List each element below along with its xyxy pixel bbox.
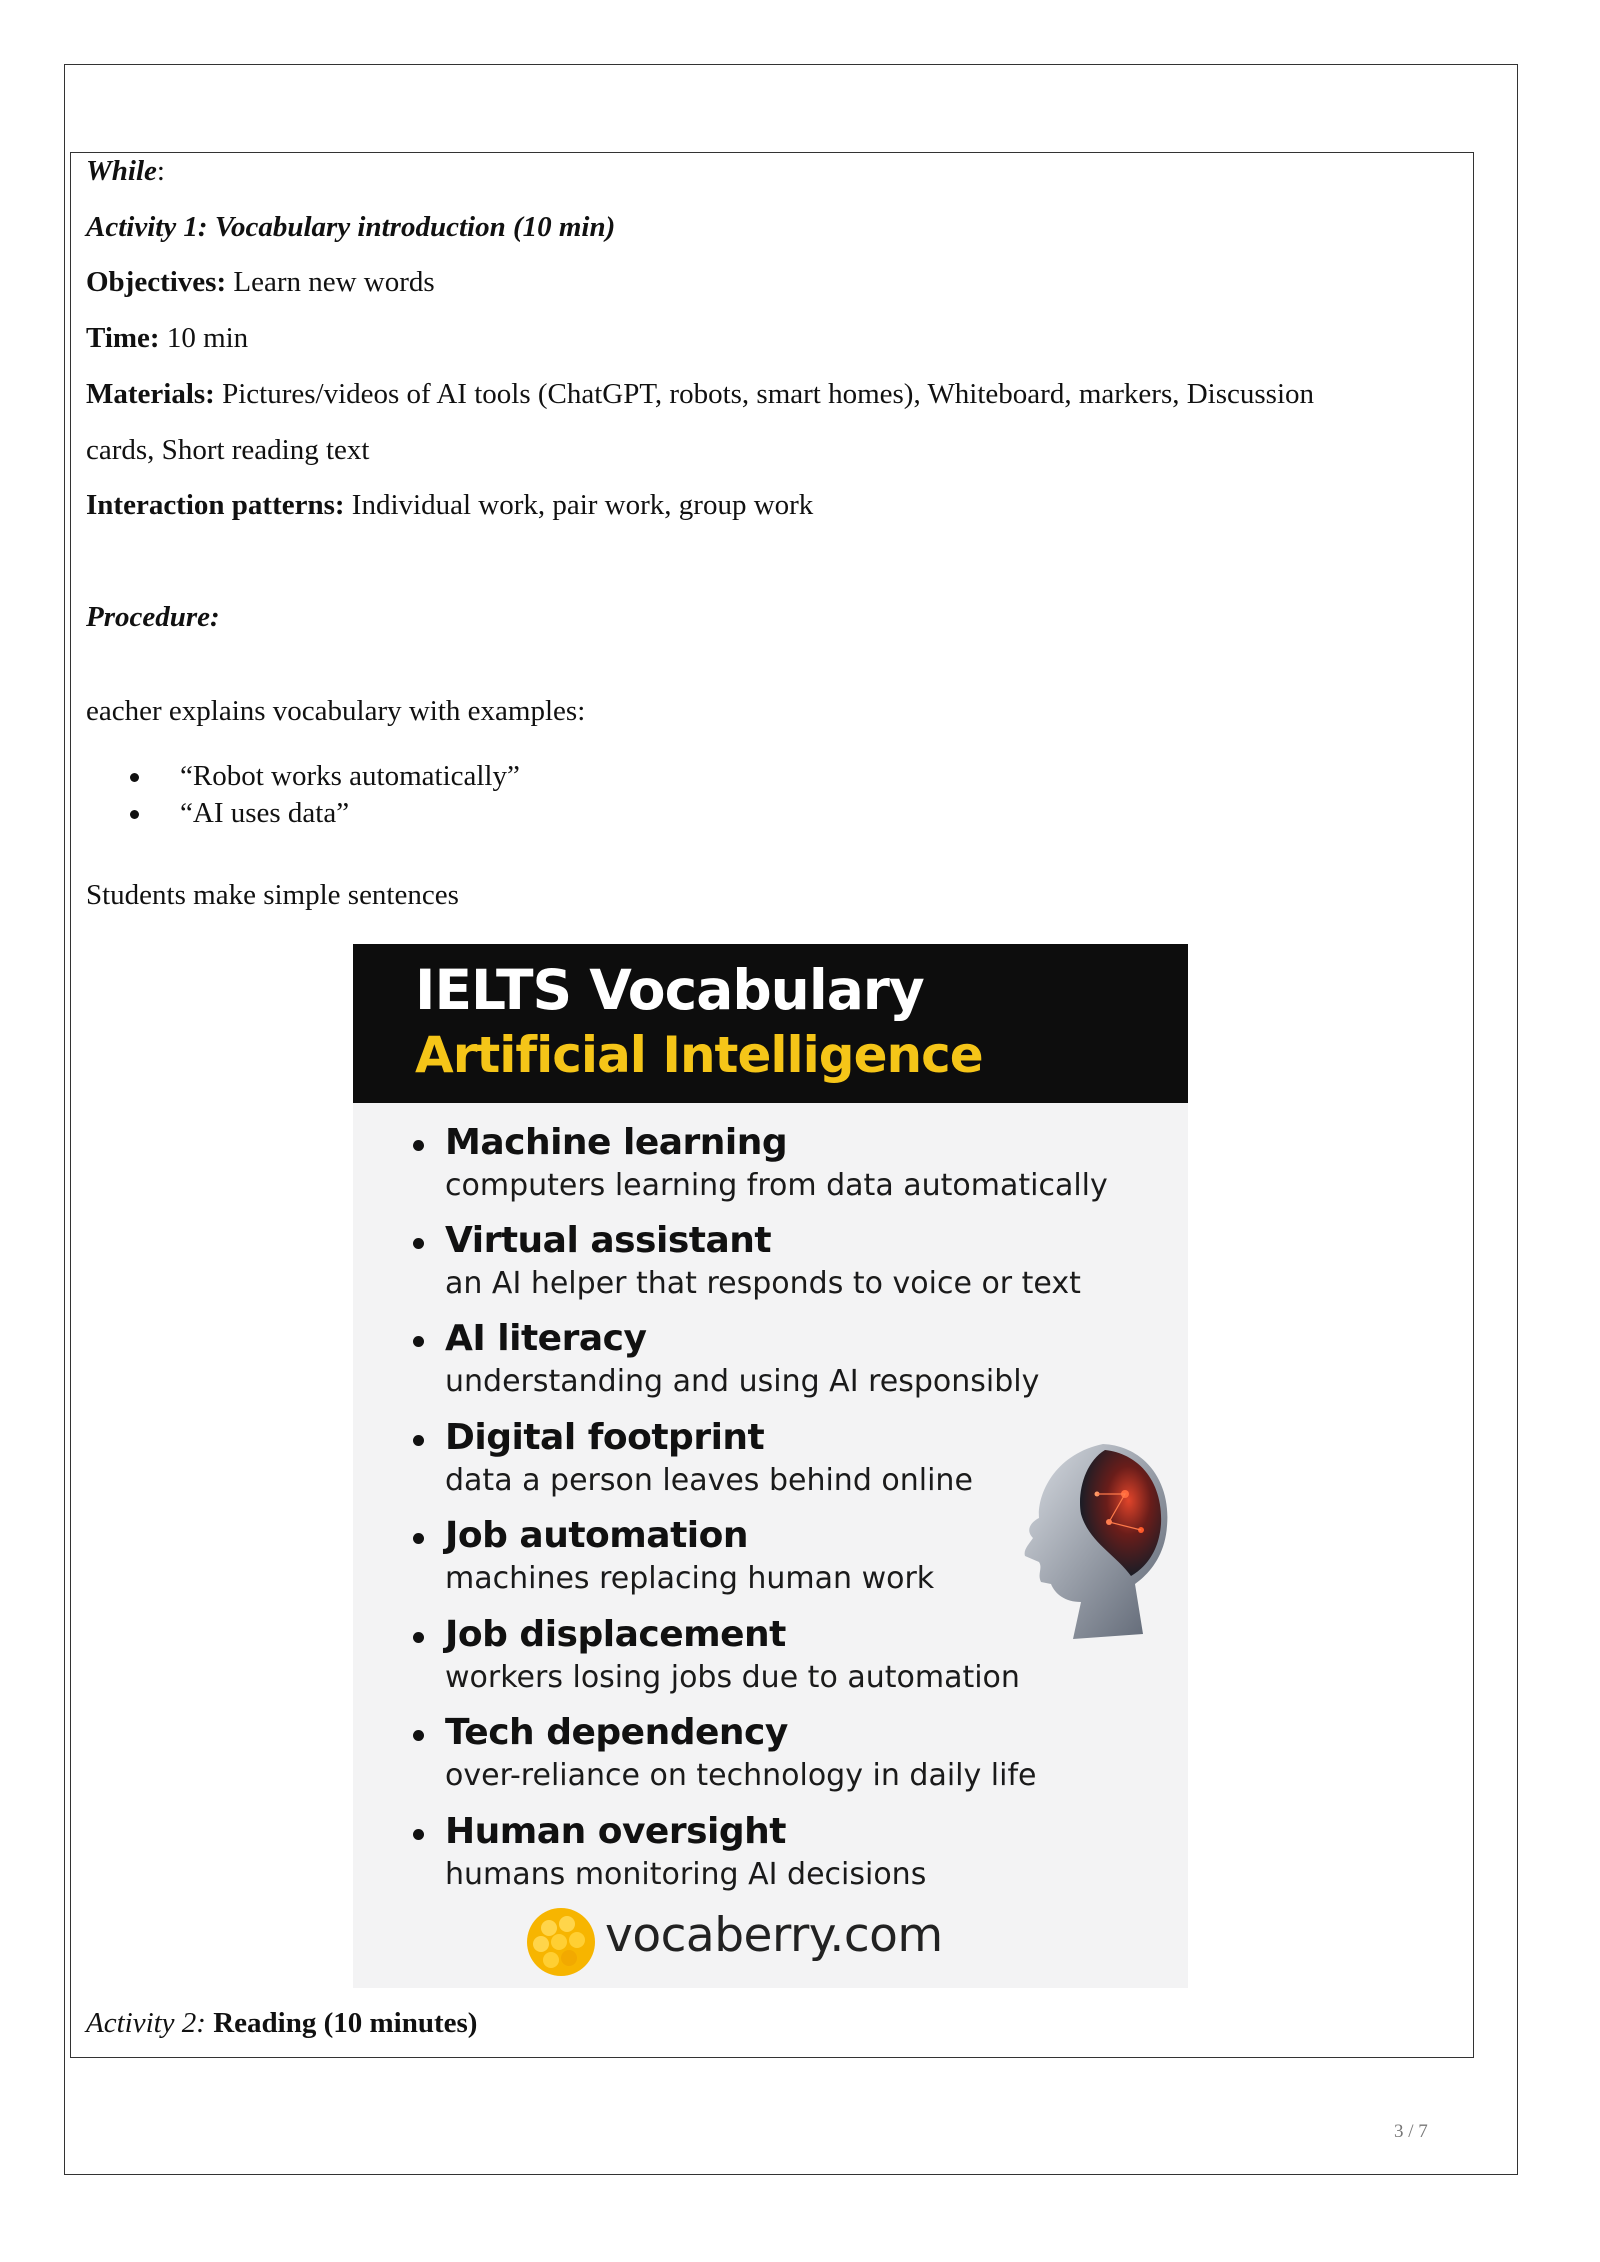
materials-line-2: cards, Short reading text [86, 434, 370, 466]
activity2-line [86, 2003, 477, 2043]
bullet-icon [413, 1730, 424, 1741]
berry-icon [523, 1904, 599, 1980]
term-name: Machine learning [445, 1122, 788, 1163]
bullet-icon [413, 1238, 424, 1249]
term-definition: over-reliance on technology in daily life [445, 1758, 1037, 1793]
activity1-heading: Activity 1: Vocabulary introduction (10 min) [86, 211, 616, 243]
example-item [130, 758, 520, 795]
infographic-subtitle: Artificial Intelligence [415, 1026, 983, 1084]
materials-line [86, 374, 1314, 414]
time-value: 10 min [159, 322, 249, 354]
term-name: AI literacy [445, 1318, 647, 1359]
examples-list [130, 758, 520, 832]
term-definition: data a person leaves behind online [445, 1463, 973, 1498]
example-item [130, 795, 520, 832]
term-name: Human oversight [445, 1811, 786, 1852]
bullet-icon [413, 1533, 424, 1544]
term-definition: understanding and using AI responsibly [445, 1364, 1040, 1399]
term-name: Digital footprint [445, 1417, 765, 1458]
bullet-icon [130, 773, 139, 782]
infographic-title: IELTS Vocabulary [415, 958, 924, 1022]
objectives-label: Objectives: [86, 266, 227, 298]
bullet-icon [413, 1336, 424, 1347]
bullet-icon [413, 1632, 424, 1643]
time-label: Time: [86, 322, 160, 354]
bullet-icon [413, 1829, 424, 1840]
term-name: Job automation [445, 1515, 749, 1556]
term-name: Virtual assistant [445, 1220, 772, 1261]
page-number: 3 / 7 [1394, 2121, 1428, 2142]
bullet-icon [130, 810, 139, 819]
interaction-value: Individual work, pair work, group work [344, 489, 814, 521]
teacher-line: eacher explains vocabulary with examples: [86, 695, 586, 727]
term-definition: workers losing jobs due to automation [445, 1660, 1020, 1695]
ai-head-illustration [985, 1434, 1175, 1644]
term-name: Tech dependency [445, 1712, 788, 1753]
term-name: Job displacement [445, 1614, 786, 1655]
term-definition: computers learning from data automatically [445, 1168, 1108, 1203]
students-line: Students make simple sentences [86, 879, 459, 911]
infographic-header [353, 944, 1188, 1103]
term-definition: humans monitoring AI decisions [445, 1857, 927, 1892]
while-colon: : [156, 155, 165, 187]
bullet-icon [413, 1140, 424, 1151]
time-line [86, 318, 248, 358]
objectives-value: Learn new words [226, 266, 435, 298]
term-definition: an AI helper that responds to voice or text [445, 1266, 1081, 1301]
interaction-label: Interaction patterns: [86, 489, 345, 521]
objectives-line [86, 262, 435, 302]
activity2-value: Reading (10 minutes) [205, 2007, 478, 2039]
activity2-label: Activity 2: [86, 2007, 206, 2039]
while-heading-line [86, 151, 165, 191]
term-definition: machines replacing human work [445, 1561, 935, 1596]
vocabulary-infographic [353, 944, 1188, 1988]
procedure-heading: Procedure: [86, 601, 220, 633]
example-text: “AI uses data” [180, 797, 350, 829]
interaction-line [86, 485, 813, 525]
example-text: “Robot works automatically” [180, 760, 520, 792]
brand-logo [523, 1904, 1023, 1980]
materials-label: Materials: [86, 378, 215, 410]
brand-name: vocaberry.com [605, 1908, 943, 1963]
while-heading: While [86, 155, 157, 187]
bullet-icon [413, 1435, 424, 1446]
materials-value: Pictures/videos of AI tools (ChatGPT, robots, smart homes), Whiteboard, markers, Discussion [214, 378, 1315, 410]
